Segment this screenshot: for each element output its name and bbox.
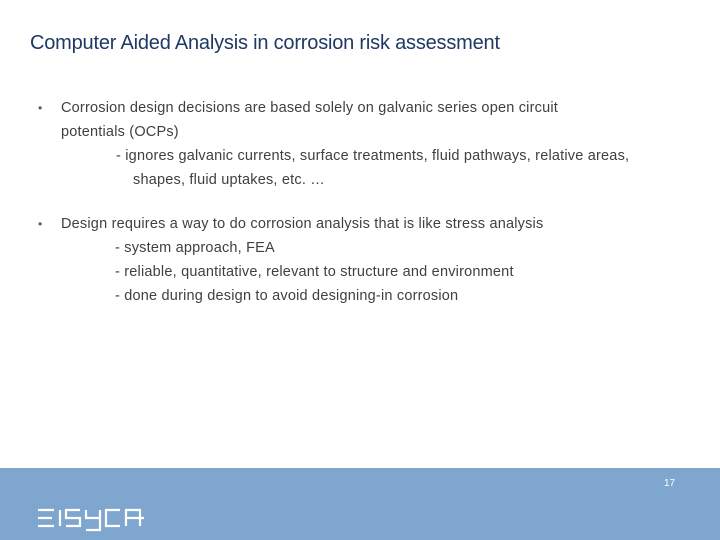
bullet-item xyxy=(38,96,678,192)
elsyca-logo-icon xyxy=(36,508,146,532)
bullet-dot-icon: • xyxy=(38,101,43,115)
sub-point: - reliable, quantitative, relevant to structure and environment xyxy=(115,264,514,280)
slide-title: Computer Aided Analysis in corrosion risk assessment xyxy=(30,32,500,54)
bullet-dot-icon: • xyxy=(38,217,43,231)
sub-point: - ignores galvanic currents, surface treatments, fluid pathways, relative areas, shapes, fluid uptakes, etc. … xyxy=(116,148,630,188)
sub-point: - system approach, FEA xyxy=(115,240,275,256)
bullet-text: Design requires a way to do corrosion analysis that is like stress analysis xyxy=(61,216,544,232)
bullet-text: Corrosion design decisions are based solely on galvanic series open circuit potentials (OCPs) xyxy=(61,100,558,140)
sub-point: - done during design to avoid designing-in corrosion xyxy=(115,288,459,304)
bullet-item xyxy=(38,212,678,308)
bullet-list xyxy=(38,96,678,308)
page-number: 17 xyxy=(664,478,676,489)
footer-bar xyxy=(0,468,720,540)
